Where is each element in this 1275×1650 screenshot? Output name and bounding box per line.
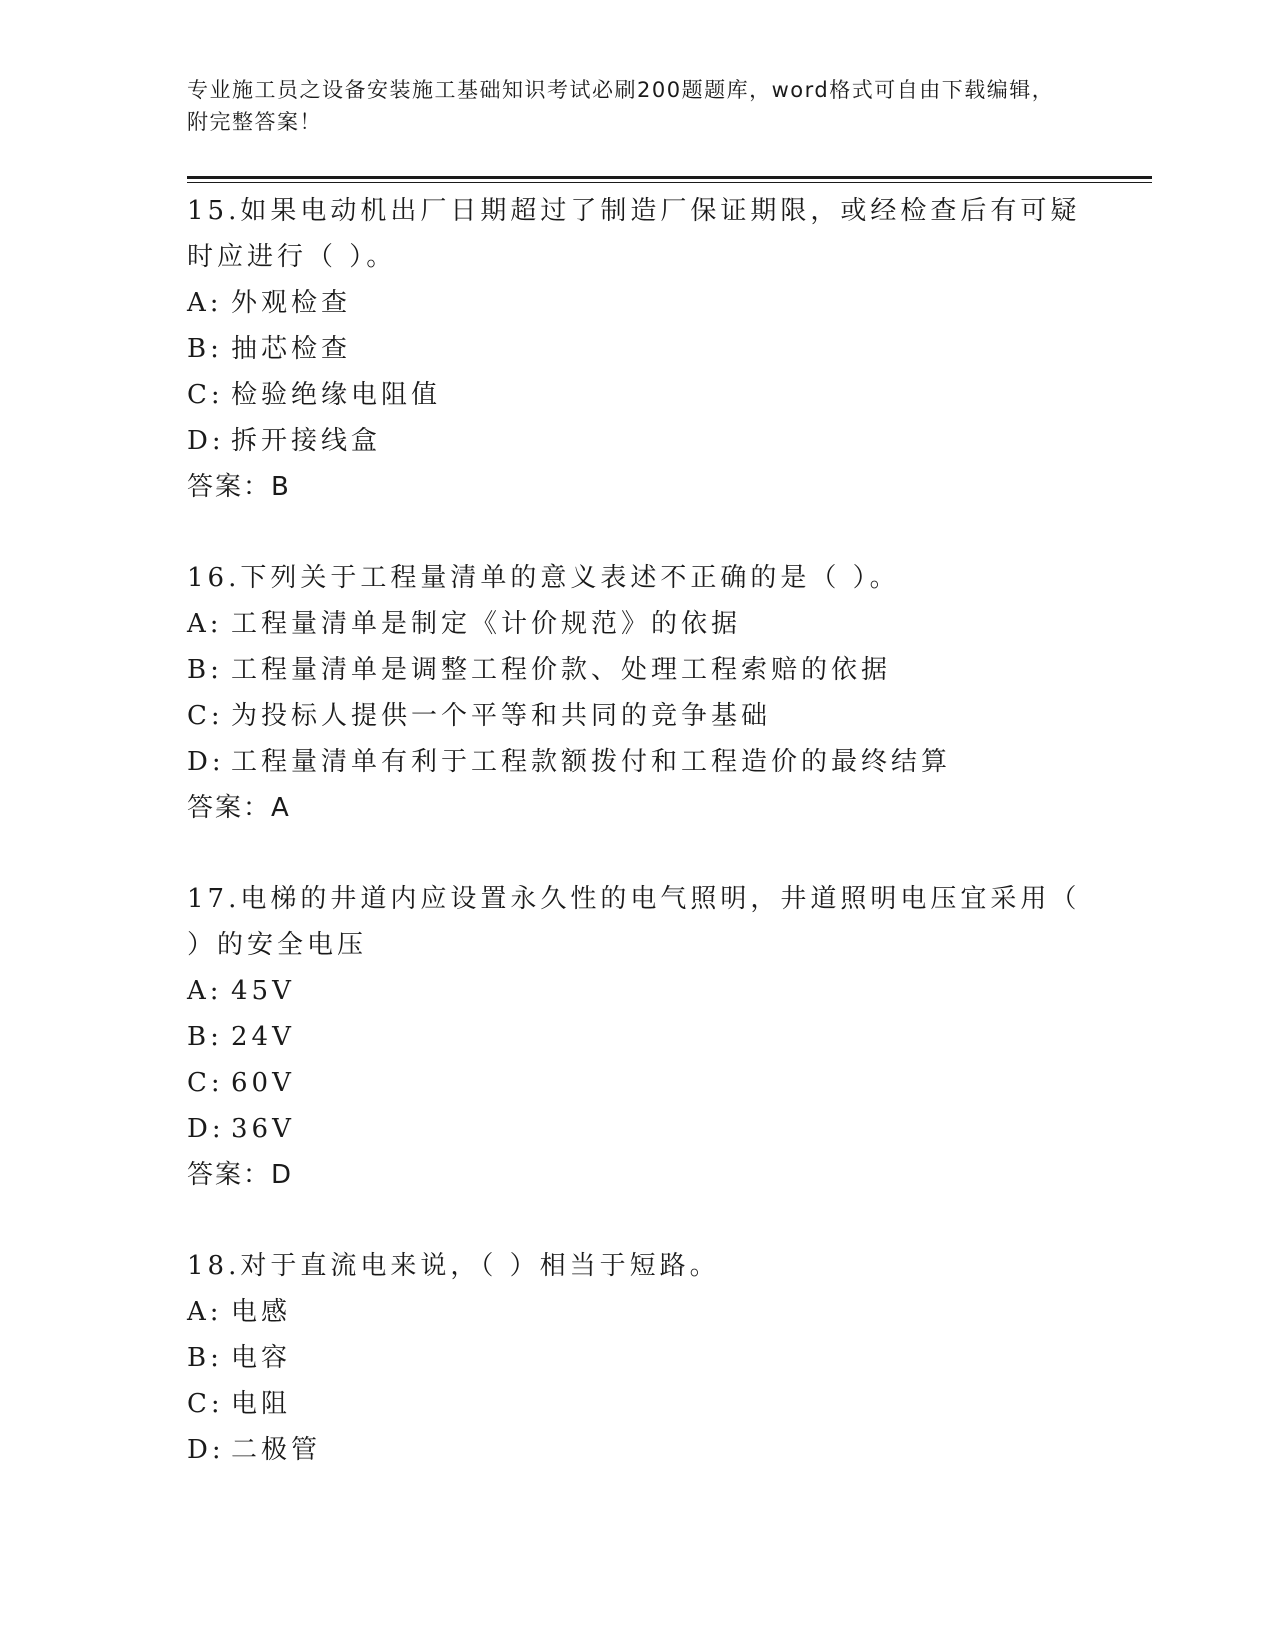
option-key: A: xyxy=(187,1297,223,1327)
option-text: 为投标人提供一个平等和共同的竞争基础 xyxy=(231,701,772,731)
question-18 xyxy=(187,1243,1087,1473)
option-key: D: xyxy=(187,426,225,456)
option-key: B: xyxy=(187,334,223,364)
option-b xyxy=(187,326,1087,372)
question-spacer xyxy=(187,510,1087,555)
option-a xyxy=(187,601,1087,647)
option-key: D: xyxy=(187,747,225,777)
option-a xyxy=(187,1289,1087,1335)
question-stem: 16.下列关于工程量清单的意义表述不正确的是（ ）。 xyxy=(187,563,900,593)
header-divider-thick xyxy=(187,176,1152,179)
header-divider-thin xyxy=(187,182,1152,183)
option-text: 电阻 xyxy=(231,1389,292,1419)
option-text: 24V xyxy=(231,1022,295,1052)
option-c xyxy=(187,1381,1087,1427)
option-key: A: xyxy=(187,609,223,639)
option-text: 工程量清单有利于工程款额拨付和工程造价的最终结算 xyxy=(231,747,952,777)
question-spacer xyxy=(187,1198,1087,1243)
question-15 xyxy=(187,188,1087,510)
question-list xyxy=(187,188,1087,1473)
option-key: B: xyxy=(187,1022,223,1052)
option-text: 工程量清单是制定《计价规范》的依据 xyxy=(231,609,742,639)
option-d xyxy=(187,739,1087,785)
option-key: A: xyxy=(187,976,223,1006)
option-b xyxy=(187,1335,1087,1381)
option-b xyxy=(187,1014,1087,1060)
option-text: 拆开接线盒 xyxy=(231,426,382,456)
option-key: D: xyxy=(187,1114,225,1144)
answer-line: 答案：D xyxy=(187,1160,294,1190)
option-key: C: xyxy=(187,380,224,410)
option-key: D: xyxy=(187,1435,225,1465)
option-key: C: xyxy=(187,1068,224,1098)
option-text: 二极管 xyxy=(231,1435,322,1465)
option-d xyxy=(187,1427,1087,1473)
option-a xyxy=(187,280,1087,326)
question-stem: 18.对于直流电来说，（ ）相当于短路。 xyxy=(187,1251,720,1281)
question-17 xyxy=(187,876,1087,1198)
option-c xyxy=(187,1060,1087,1106)
document-header: 专业施工员之设备安装施工基础知识考试必刷200题题库，word格式可自由下载编辑，附完整答案！ xyxy=(187,78,1055,134)
option-text: 外观检查 xyxy=(231,288,352,318)
option-text: 检验绝缘电阻值 xyxy=(231,380,442,410)
option-b xyxy=(187,647,1087,693)
answer-line: 答案：A xyxy=(187,793,291,823)
option-key: C: xyxy=(187,701,224,731)
option-key: B: xyxy=(187,655,223,685)
option-c xyxy=(187,372,1087,418)
option-c xyxy=(187,693,1087,739)
option-d xyxy=(187,418,1087,464)
option-d xyxy=(187,1106,1087,1152)
option-text: 36V xyxy=(231,1114,295,1144)
option-text: 工程量清单是调整工程价款、处理工程索赔的依据 xyxy=(231,655,892,685)
option-text: 电容 xyxy=(231,1343,292,1373)
option-text: 60V xyxy=(231,1068,295,1098)
option-a xyxy=(187,968,1087,1014)
question-stem: 15.如果电动机出厂日期超过了制造厂保证期限，或经检查后有可疑时应进行（ ）。 xyxy=(187,196,1081,272)
option-text: 电感 xyxy=(231,1297,292,1327)
option-text: 45V xyxy=(231,976,295,1006)
question-16 xyxy=(187,555,1087,831)
option-text: 抽芯检查 xyxy=(231,334,352,364)
option-key: C: xyxy=(187,1389,224,1419)
answer-line: 答案：B xyxy=(187,472,291,502)
option-key: A: xyxy=(187,288,223,318)
question-spacer xyxy=(187,831,1087,876)
question-stem: 17.电梯的井道内应设置永久性的电气照明，井道照明电压宜采用（ ）的安全电压 xyxy=(187,884,1081,960)
option-key: B: xyxy=(187,1343,223,1373)
